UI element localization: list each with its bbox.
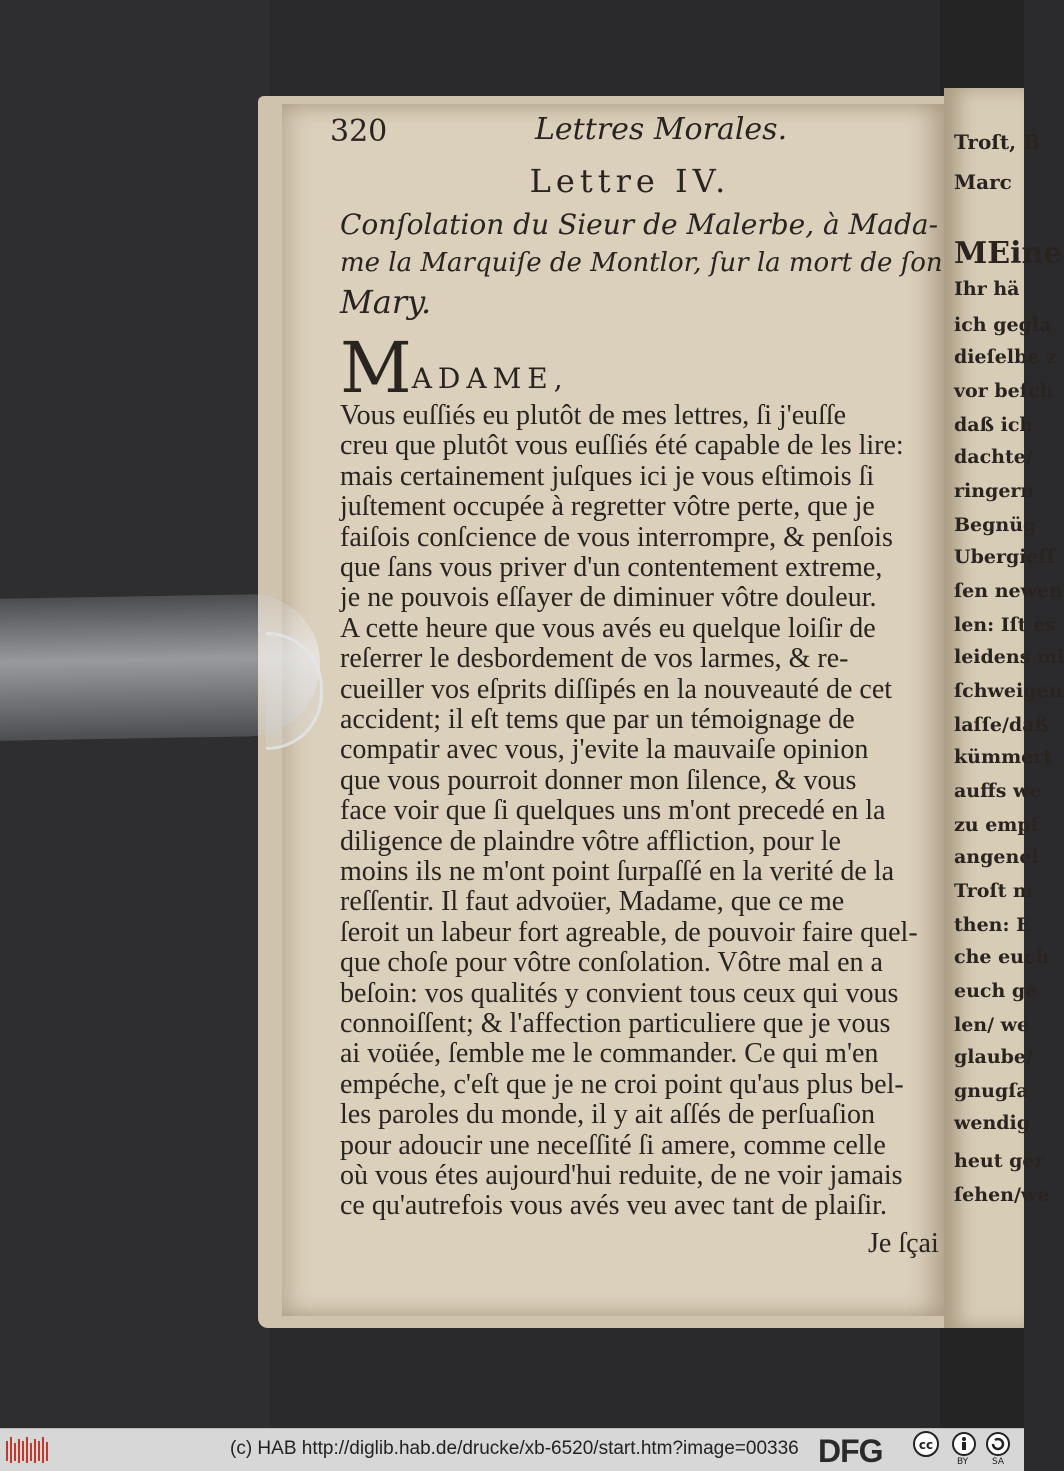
facing-page [944, 88, 1064, 1328]
facing-page-fragment: then: E [954, 914, 1031, 936]
facing-page-fragment: Ihr hä [954, 278, 1020, 300]
facing-page-fragment: Troſt, B [954, 130, 1040, 154]
facing-page-fragment: MEine [954, 236, 1063, 271]
cc-icons [912, 1431, 1020, 1457]
body-line: ai voüée, ſemble me le commander. Ce qui m'en [340, 1038, 879, 1070]
body-line: que vous pourroit donner mon ſilence, & vous [340, 764, 857, 796]
cc-license-badge[interactable] [912, 1431, 1020, 1469]
facing-page-fragment: glaube/ [954, 1046, 1033, 1068]
facing-page-fragment: heut ger [954, 1150, 1045, 1172]
body-line: empéche, c'eſt que je ne croi point qu'aus plus bel- [340, 1068, 904, 1100]
body-line: que choſe pour vôtre conſolation. Vôtre mal en a [340, 947, 883, 979]
body-line: A cette heure que vous avés eu quelque loiſir de [340, 612, 876, 644]
facing-page-fragment: ſehen/we [954, 1184, 1050, 1206]
salutation-text: ADAME, [411, 362, 569, 395]
body-line: connoiſſent; & l'affection particuliere que je vous [340, 1008, 891, 1039]
running-title: Lettres Morales. [535, 112, 788, 147]
facing-page-fragment: auffs we [954, 780, 1042, 802]
facing-page-fragment: gnugſa [954, 1080, 1029, 1102]
body-line: mais certainement juſques ici je vous eſtimois ſi [340, 460, 875, 492]
body-line: ce qu'autrefois vous avés veu avec tant de plaiſir. [340, 1190, 887, 1222]
dfg-logo[interactable]: DFG [818, 1433, 883, 1469]
facing-page-fragment: dachte/ [954, 446, 1033, 468]
body-line: Vous euſſiés eu plutôt de mes lettres, ſi j'euſſe [340, 400, 847, 431]
facing-page-fragment: vor beſch [954, 380, 1054, 402]
body-line: reſerrer le desbordement de vos larmes, & re- [340, 643, 849, 675]
body-line: faiſois conſcience de vous interrompre, & penſois [340, 521, 893, 553]
facing-page-fragment: dieſelbe z [954, 346, 1057, 368]
letter-heading: Lettre IV. [529, 162, 731, 200]
facing-page-fragment: Troſt m [954, 880, 1034, 902]
body-line: ſeroit un labeur fort agreable, de pouvoir faire quel- [340, 916, 918, 948]
copyright-link[interactable]: (c) HAB http://diglib.hab.de/drucke/xb-6520/start.htm?image=00336 [230, 1438, 799, 1459]
barcode-icon [6, 1437, 50, 1463]
svg-text:cc: cc [918, 1438, 934, 1452]
body-line: beſoin: vos qualités y convient tous ceux qui vous [340, 977, 899, 1009]
facing-page-fragment: che euch [954, 946, 1050, 968]
body-line: juſtement occupée à regretter vôtre perte, que je [340, 491, 875, 523]
facing-page-fragment: ich gegla [954, 314, 1052, 336]
body-line: pour adoucir une neceſſité ſi amere, comme celle [340, 1129, 886, 1161]
facing-page-fragment: len/ we [954, 1014, 1030, 1036]
page-number: 320 [330, 114, 388, 149]
body-line: diligence de plaindre vôtre affliction, pour le [340, 825, 841, 857]
facing-page-fragment: kümmert [954, 746, 1053, 768]
facing-page-fragment: ſen newen [954, 580, 1063, 602]
facing-page-fragment: Marc [954, 170, 1012, 194]
catchword: Je ſçai [868, 1228, 939, 1259]
facing-page-fragment: zu empf [954, 814, 1039, 836]
body-line: creu que plutôt vous euſſiés été capable de les lire: [340, 430, 904, 462]
facing-page-fragment: Begnüg [954, 514, 1037, 536]
body-line: cueiller vos eſprits diſſipés en la nouveauté de cet [340, 673, 893, 705]
facing-page-fragment: len: Iſt es [954, 614, 1056, 636]
salutation [340, 327, 569, 409]
body-line: que ſans vous priver d'un contentement extreme, [340, 552, 883, 583]
facing-page-fragment: angenel [954, 846, 1039, 868]
body-line: je ne pouvois eſſayer de diminuer vôtre douleur. [340, 582, 877, 614]
subject-line: Mary. [340, 283, 432, 321]
drop-cap: M [340, 327, 412, 409]
body-line: compatir avec vous, j'evite la mauvaiſe opinion [340, 734, 869, 766]
facing-page-fragment: wendig [954, 1112, 1031, 1134]
facing-page-fragment: daß ich [954, 414, 1034, 436]
facing-page-fragment: ringern [954, 480, 1035, 502]
body-line: moins ils ne m'ont point ſurpaſſé en la verité de la [340, 856, 895, 887]
footer-bar [0, 1428, 1024, 1471]
body-line: accident; il eſt tems que par un témoignage de [340, 704, 855, 735]
subject-line: me la Marquiſe de Montlor, ſur la mort de ſon [340, 248, 943, 278]
running-head [330, 112, 930, 156]
facing-page-fragment: ſchweigen [954, 680, 1063, 702]
body-line: reſſentir. Il faut advoüer, Madame, que ce me [340, 886, 845, 918]
cc-sa-label: SA [992, 1457, 1005, 1467]
facing-page-fragment: leidens mi [954, 646, 1064, 668]
facing-page-fragment: Ubergieſſ [954, 546, 1055, 568]
subject-line: Conſolation du Sieur de Malerbe, à Mada- [340, 208, 939, 241]
facing-page-fragment: laſſe/daß [954, 714, 1049, 736]
facing-page-fragment: euch ge [954, 980, 1038, 1002]
body-line: où vous étes aujourd'hui reduite, de ne voir jamais [340, 1160, 903, 1191]
body-line: face voir que ſi quelques uns m'ont precedé en la [340, 795, 886, 827]
cc-by-label: BY [957, 1457, 969, 1467]
body-line: les paroles du monde, il y ait aſſés de perſuaſion [340, 1099, 875, 1131]
